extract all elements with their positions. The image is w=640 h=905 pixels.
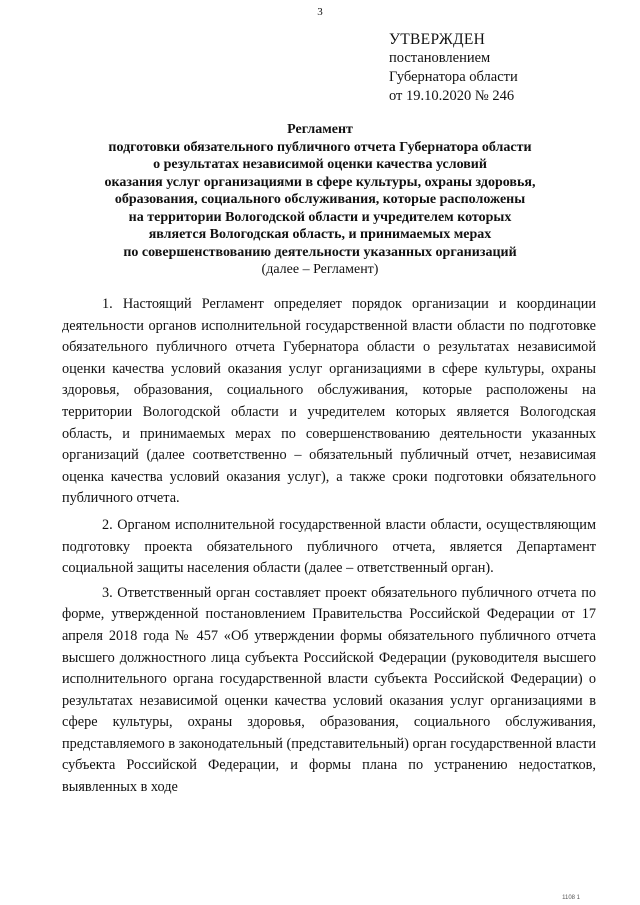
title-abbreviation: (далее – Регламент) — [261, 262, 379, 277]
document-title — [40, 121, 600, 279]
document-body — [62, 294, 596, 802]
approval-date-line: от 19.10.2020 № 246 — [389, 88, 515, 104]
footer-mark: 1108 1 — [562, 895, 580, 901]
title-line: образования, социального обслуживания, которые расположены — [114, 192, 526, 207]
title-line: оказания услуг организациями в сфере культуры, охраны здоровья, — [104, 174, 536, 190]
title-heading: Регламент — [287, 122, 353, 137]
title-line: о результатах независимой оценки качества условий — [153, 157, 487, 172]
approval-line: Губернатора области — [389, 69, 518, 85]
approval-title: УТВЕРЖДЕН — [389, 31, 486, 48]
paragraph-2: 2. Органом исполнительной государственной власти области, осуществляющим подготовку проекта обязательного публичного отчета, является Департамент социальной защиты населения области (далее – ответственный орган). — [62, 516, 596, 577]
title-line: является Вологодская область, и принимаемых мерах — [148, 227, 492, 242]
page-number: 3 — [317, 6, 323, 18]
paragraph-1: 1. Настоящий Регламент определяет порядок организации и координации деятельности органов исполнительной государственной власти области по подготовке обязательного публичного отчета Губернатора области о результатах независимой оценки качества условий оказания услуг организациями в сфере культуры, охраны здоровья, образования, социального обслуживания, которые расположены на территории Вологодской области и учредителем которых является Вологодская область, и принимаемых мерах по совершенствованию деятельности указанных организаций (далее соответственно – обязательный публичный отчет, независимая оценка качества условий оказания услуг), а также сроки подготовки обязательного публичного отчета. — [62, 296, 596, 507]
title-line: по совершенствованию деятельности указанных организаций — [123, 244, 517, 260]
approval-line: постановлением — [389, 50, 491, 66]
paragraph-3: 3. Ответственный орган составляет проект обязательного публичного отчета по форме, утвержденной постановлением Правительства Российской Федерации от 17 апреля 2018 года № 457 «Об утверждении формы обязательного публичного отчета высшего должностного лица субъекта Российской Федерации (руководителя высшего исполнительного органа государственной власти субъекта Российской Федерации) о результатах независимой оценки качества условий оказания услуг организациями в сфере культуры, охраны здоровья, образования, социального обслуживания, представляемого в законодательный (представительный) орган государственной власти субъекта Российской Федерации, и формы плана по устранению недостатков, выявленных в ходе — [62, 584, 596, 796]
approval-stamp — [389, 30, 518, 106]
title-line: подготовки обязательного публичного отчета Губернатора области — [108, 139, 532, 155]
title-line: на территории Вологодской области и учредителем которых — [128, 209, 512, 225]
